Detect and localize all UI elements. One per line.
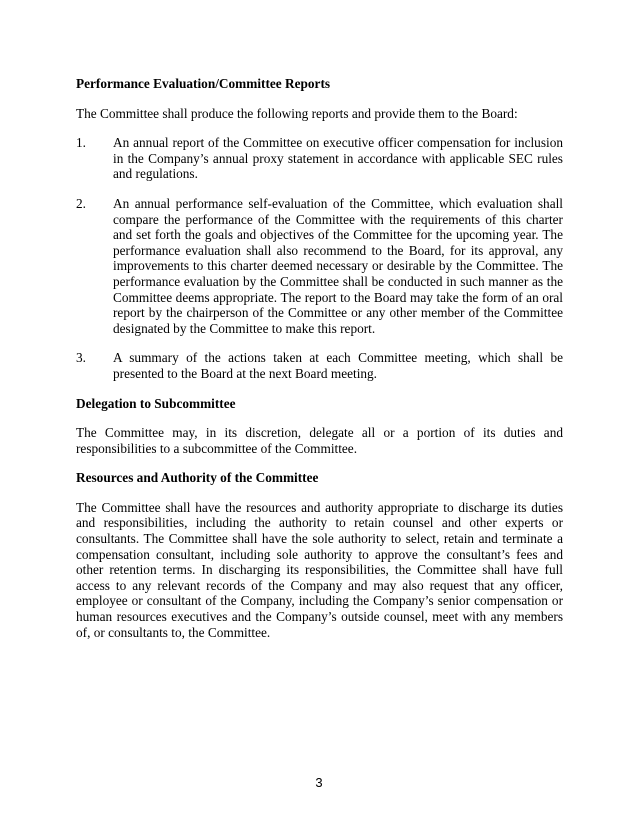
list-item-text: A summary of the actions taken at each Committee meeting, which shall be presented to the Board at the next Board meeting. — [113, 350, 563, 381]
section-heading-delegation: Delegation to Subcommittee — [76, 395, 236, 411]
list-item-text: An annual performance self-evaluation of the Committee, which evaluation shall compare the performance of the Committee with the requirements of this charter and set forth the goals and objectives of the Committee for the upcoming year. The performance evaluation shall also recommend to the Board, for its approval, any improvements to this charter deemed necessary or desirable by the Committee. The performance evaluation by the Committee shall be conducted in such manner as the Committee deems appropriate. The report to the Board may take the form of an oral report by the chairperson of the Committee or any other member of the Committee designated by the Committee to make this report. — [113, 195, 563, 336]
list-item-number: 2. — [76, 195, 86, 211]
list-item-number: 3. — [76, 350, 86, 366]
resources-body: The Committee shall have the resources and authority appropriate to discharge its duties and responsibilities, including the authority to retain counsel and other experts or consultants. The Committee shall have the sole authority to select, retain and terminate a compensation consultant, including sole authority to approve the consultant’s fees and other retention terms. In discharging its responsibilities, the Committee shall have full access to any relevant records of the Company and may also request that any officer, employee or consultant of the Company, including the Company’s senior compensation or human resources executives and the Company’s outside counsel, meet with any members of, or consultants to, the Committee. — [76, 499, 563, 640]
delegation-body: The Committee may, in its discretion, delegate all or a portion of its duties and responsibilities to a subcommittee of the Committee. — [76, 425, 563, 456]
list-item-number: 1. — [76, 135, 86, 151]
page-number: 3 — [315, 775, 323, 790]
list-item — [76, 196, 563, 336]
performance-intro: The Committee shall produce the following reports and provide them to the Board: — [76, 105, 518, 121]
document-page — [76, 76, 563, 654]
section-heading-performance: Performance Evaluation/Committee Reports — [76, 76, 331, 91]
section-heading-resources: Resources and Authority of the Committee — [76, 470, 319, 486]
list-item — [76, 135, 563, 182]
list-item-text: An annual report of the Committee on executive officer compensation for inclusion in the Company’s annual proxy statement in accordance with applicable SEC rules and regulations. — [113, 135, 563, 182]
list-item — [76, 350, 563, 381]
